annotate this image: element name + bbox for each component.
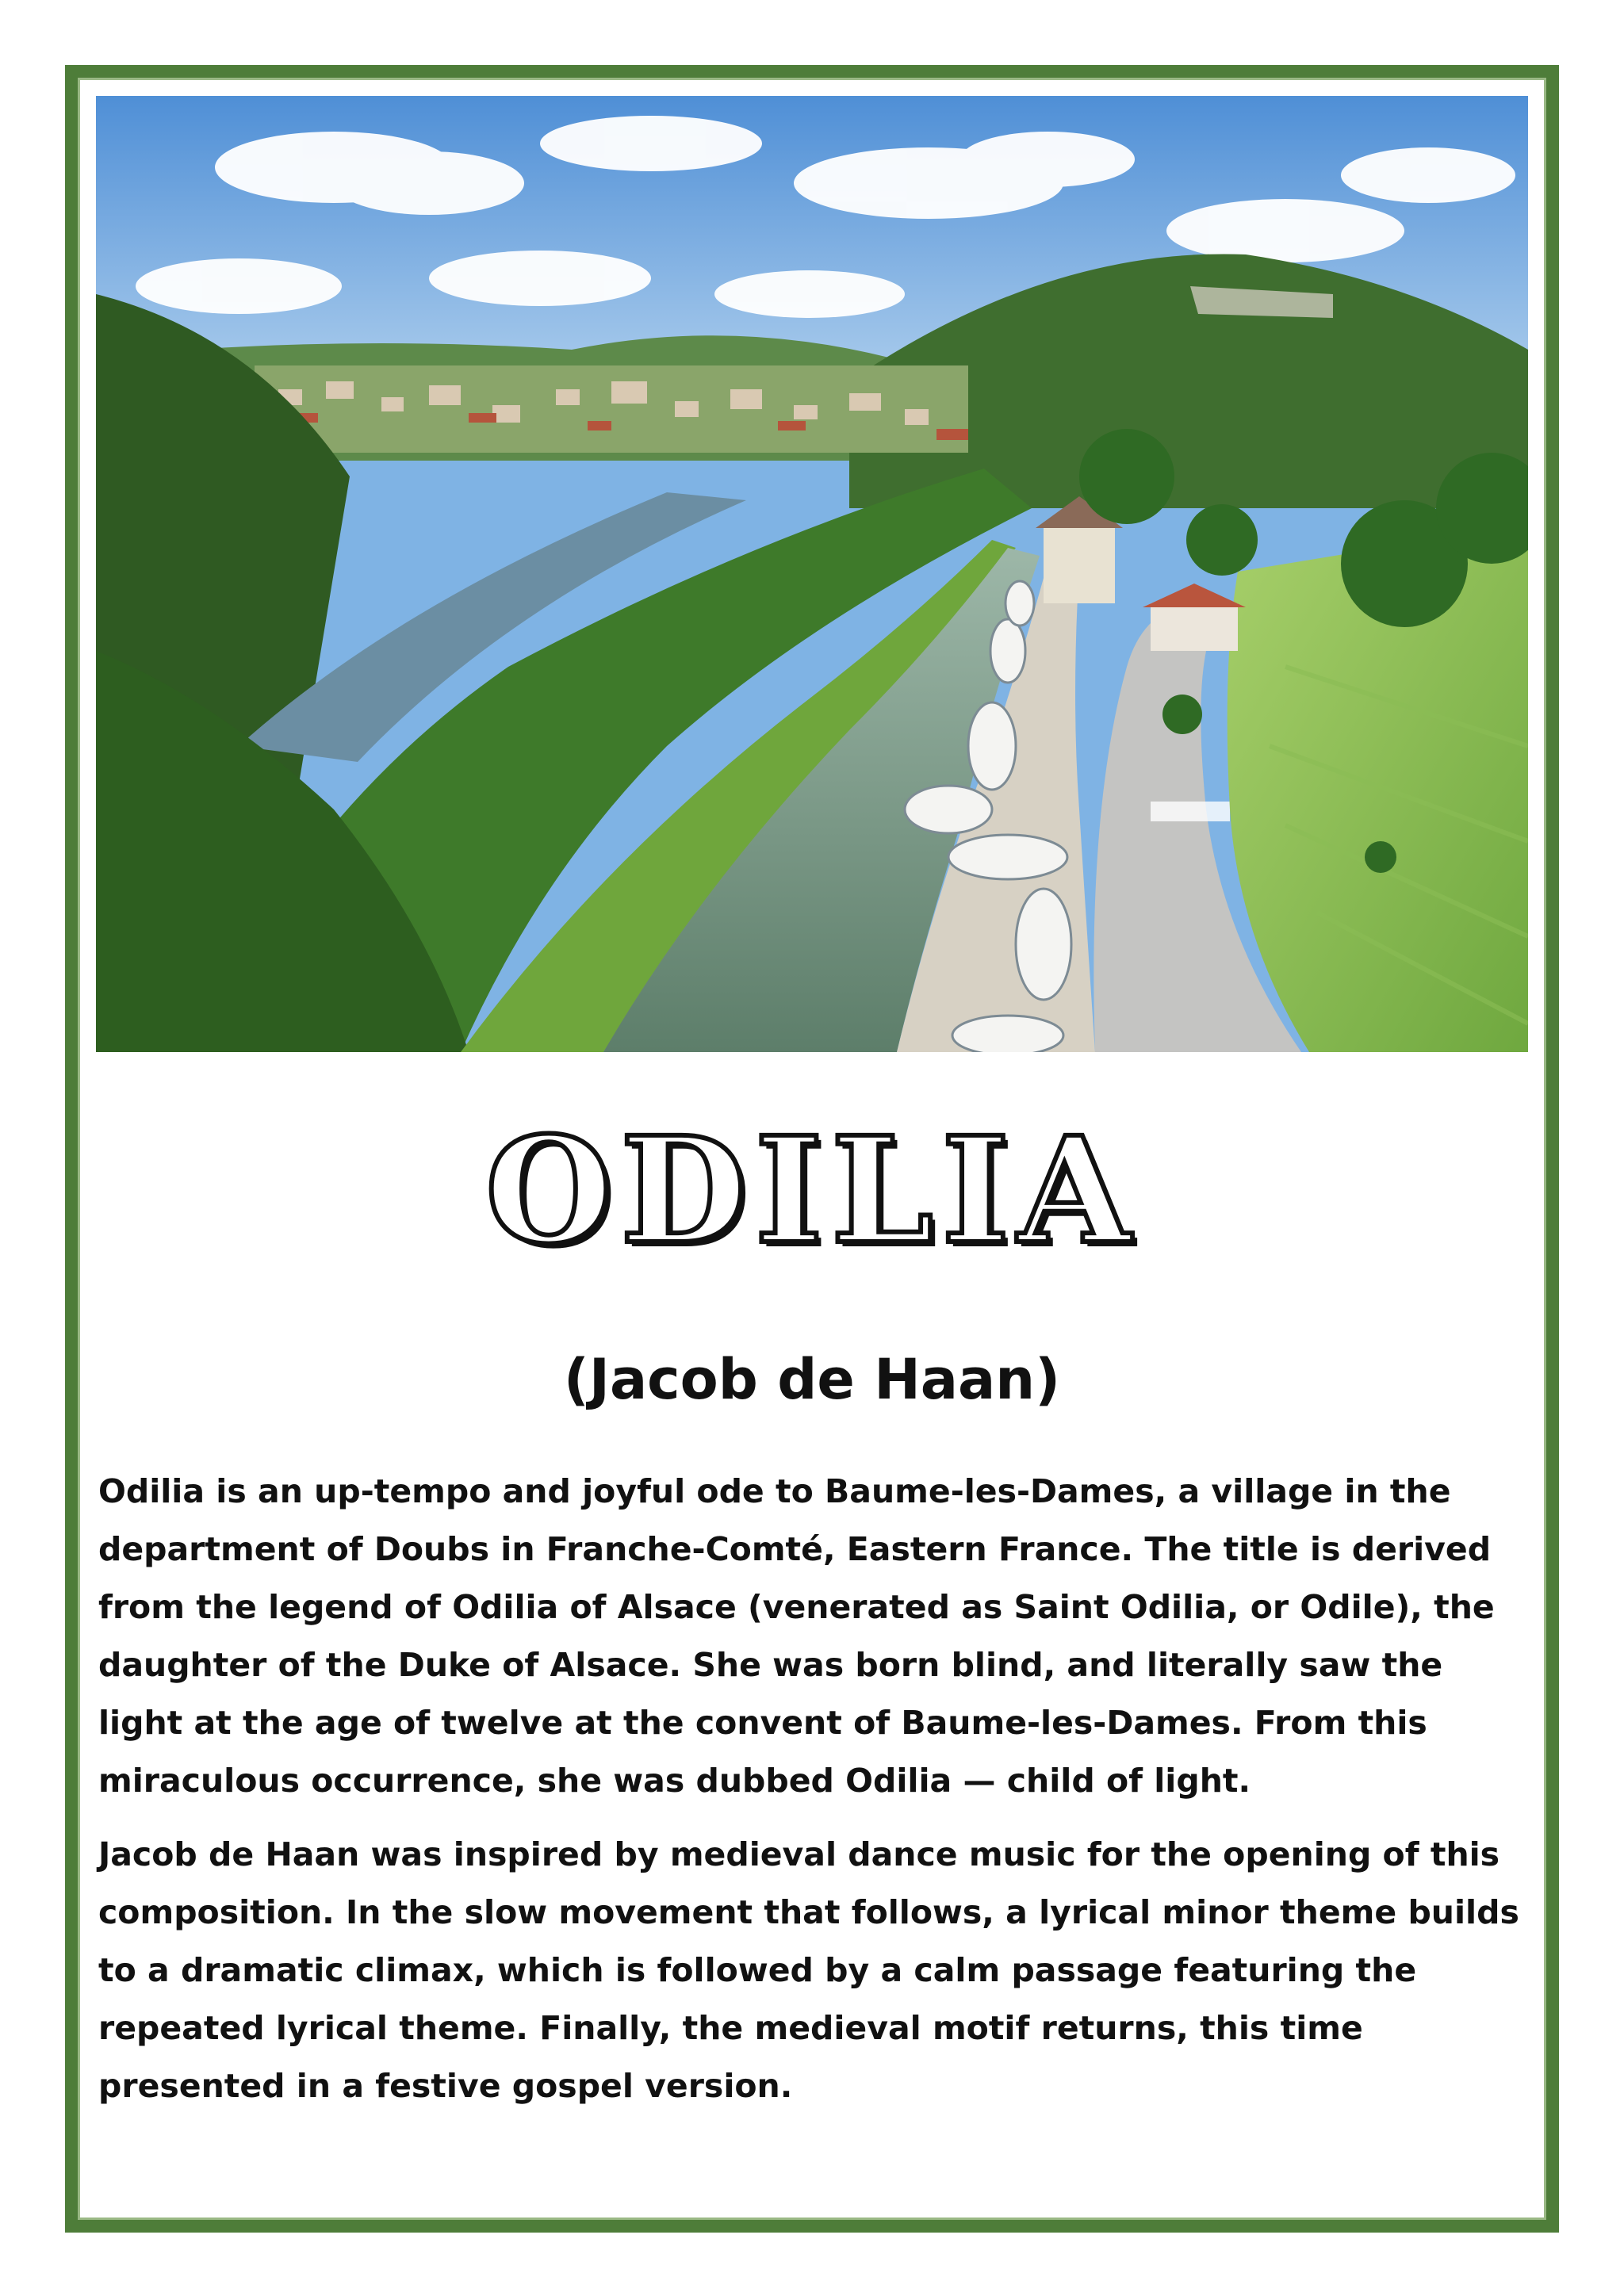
description bbox=[98, 1463, 1526, 2131]
description-paragraph: Odilia is an up-tempo and joyful ode to Baume-les-Dames, a village in the department of Doubs in Franche-Comté, Eastern France. The title is derived from the legend of Odilia of Alsace (venerated as Saint Odilia, or Odile), the daughter of the Duke of Alsace. She was born blind, and literally saw the light at the age of twelve at the convent of Baume-les-Dames. From this miraculous occurrence, she was dubbed Odilia — child of light. bbox=[98, 1472, 1495, 1800]
piece-title: ODILIA bbox=[485, 1105, 1139, 1276]
composer-name: (Jacob de Haan) bbox=[563, 1347, 1061, 1412]
canal-landscape-photo bbox=[96, 96, 1528, 1052]
description-paragraph: Jacob de Haan was inspired by medieval dance music for the opening of this composition. In the slow movement that follows, a lyrical minor theme builds to a dramatic climax, which is followed by a calm passage featuring the repeated lyrical theme. Finally, the medieval motif returns, this time presented in a festive gospel version. bbox=[98, 1835, 1519, 2105]
